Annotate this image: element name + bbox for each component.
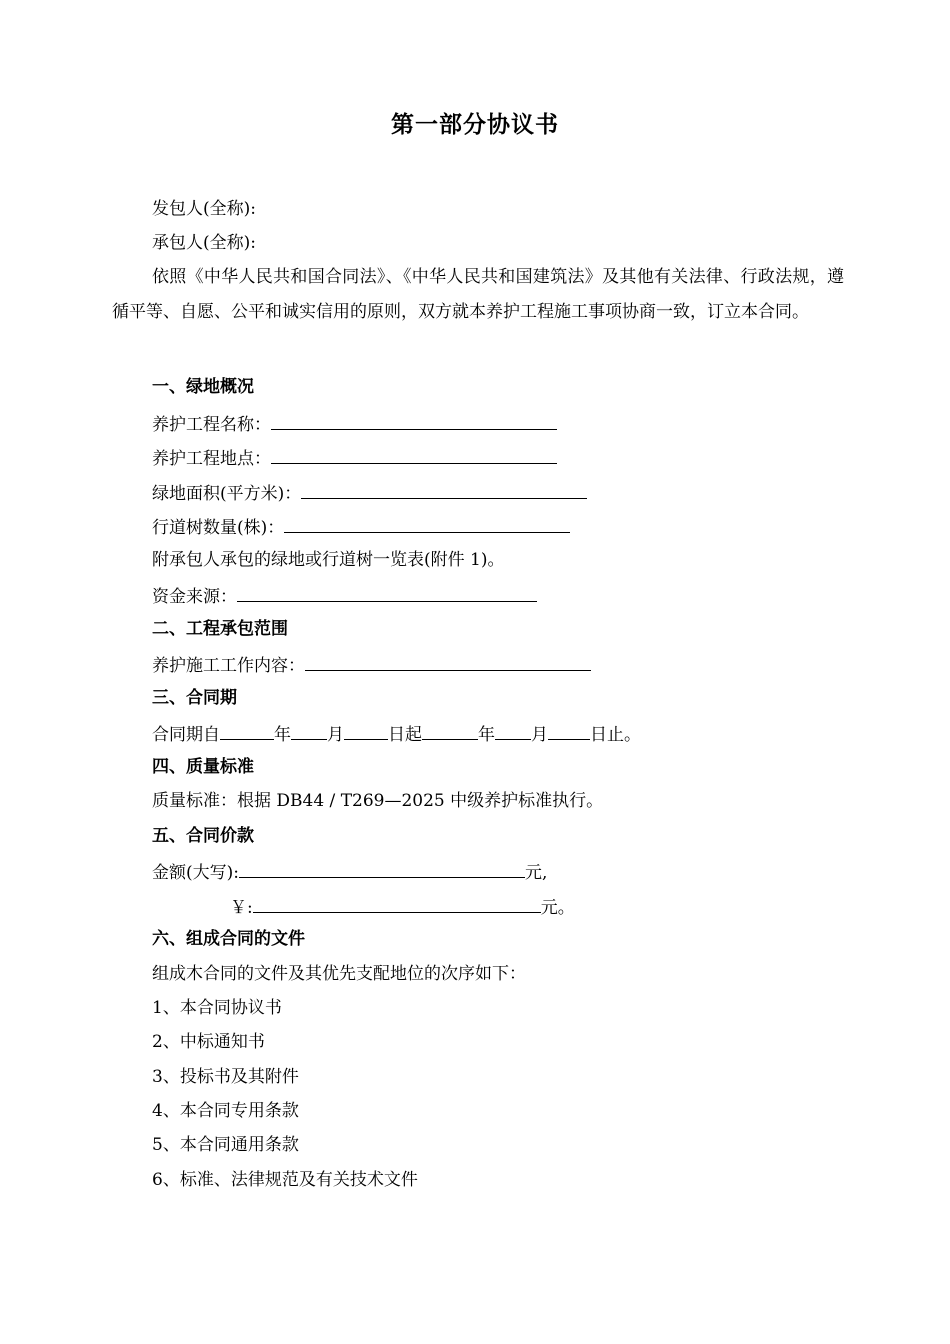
amount-yen-line (230, 894, 575, 919)
green-area-label: 绿地面积(平方米)： (152, 484, 302, 504)
work-content-label: 养护施工工作内容： (152, 656, 305, 676)
page-title: 第一部分协议书 (391, 112, 559, 138)
yen-unit: 元。 (540, 898, 575, 918)
month-label-1: 月 (327, 725, 344, 745)
amount-words-blank[interactable] (239, 859, 525, 878)
project-name-label: 养护工程名称： (152, 415, 271, 435)
period-from-label: 合同期自 (152, 725, 220, 745)
month-label-2: 月 (531, 725, 548, 745)
green-area-line (152, 480, 587, 505)
end-month-blank[interactable] (495, 721, 531, 740)
section5-heading: 五、合同价款 (152, 826, 254, 846)
year-label-2: 年 (478, 725, 495, 745)
tree-count-label: 行道树数量(株)： (152, 518, 285, 538)
document-item: 1、本合同协议书 (152, 998, 282, 1018)
fund-source-label: 资金来源： (152, 587, 237, 607)
amount-yen-blank[interactable] (253, 894, 541, 913)
day-start-label: 日起 (388, 725, 422, 745)
section3-heading: 三、合同期 (152, 688, 237, 708)
contractor-line: 承包人(全称): (152, 233, 256, 253)
green-area-blank[interactable] (301, 480, 587, 499)
start-month-blank[interactable] (291, 721, 327, 740)
document-item: 5、本合同通用条款 (152, 1135, 299, 1155)
work-content-line (152, 652, 591, 677)
start-day-blank[interactable] (344, 721, 388, 740)
intro-paragraph: 依照《中华人民共和国合同法》、《中华人民共和国建筑法》及其他有关法律、行政法规，遵循平等、自愿、公平和诚实信用的原则，双方就本养护工程施工事项协商一致，订立本合同。 (112, 267, 844, 322)
year-label-1: 年 (274, 725, 291, 745)
documents-intro: 组成木合同的文件及其优先支配地位的次序如下： (152, 964, 526, 984)
quality-standard-text: 质量标准：根据 DB44 / T269—2025 中级养护标准执行。 (152, 791, 604, 811)
project-location-blank[interactable] (271, 445, 557, 464)
section4-heading: 四、质量标准 (152, 757, 254, 777)
tree-count-line (152, 514, 570, 539)
document-item: 6、标准、法律规范及有关技术文件 (152, 1170, 418, 1190)
section2-heading: 二、工程承包范围 (152, 619, 288, 639)
project-location-line (152, 445, 557, 470)
amount-words-line (152, 859, 547, 884)
end-day-blank[interactable] (548, 721, 590, 740)
project-name-line (152, 411, 557, 436)
section6-heading: 六、组成合同的文件 (152, 929, 305, 949)
start-year-blank[interactable] (220, 721, 274, 740)
day-end-label: 日止。 (590, 725, 641, 745)
end-year-blank[interactable] (422, 721, 478, 740)
amount-words-label: 金额(大写): (152, 863, 239, 883)
attachment-note: 附承包人承包的绿地或行道树一览表(附件 1)。 (152, 550, 505, 570)
document-item: 2、中标通知书 (152, 1032, 265, 1052)
document-item: 3、投标书及其附件 (152, 1067, 299, 1087)
yen-label: ￥: (230, 898, 253, 918)
document-item: 4、本合同专用条款 (152, 1101, 299, 1121)
contract-period-line (152, 721, 641, 746)
employer-line: 发包人(全称): (152, 199, 256, 219)
amount-words-unit: 元, (525, 863, 548, 883)
project-location-label: 养护工程地点： (152, 449, 271, 469)
fund-source-line (152, 583, 537, 608)
tree-count-blank[interactable] (284, 514, 570, 533)
work-content-blank[interactable] (305, 652, 591, 671)
section1-heading: 一、绿地概况 (152, 377, 254, 397)
project-name-blank[interactable] (271, 411, 557, 430)
fund-source-blank[interactable] (237, 583, 537, 602)
